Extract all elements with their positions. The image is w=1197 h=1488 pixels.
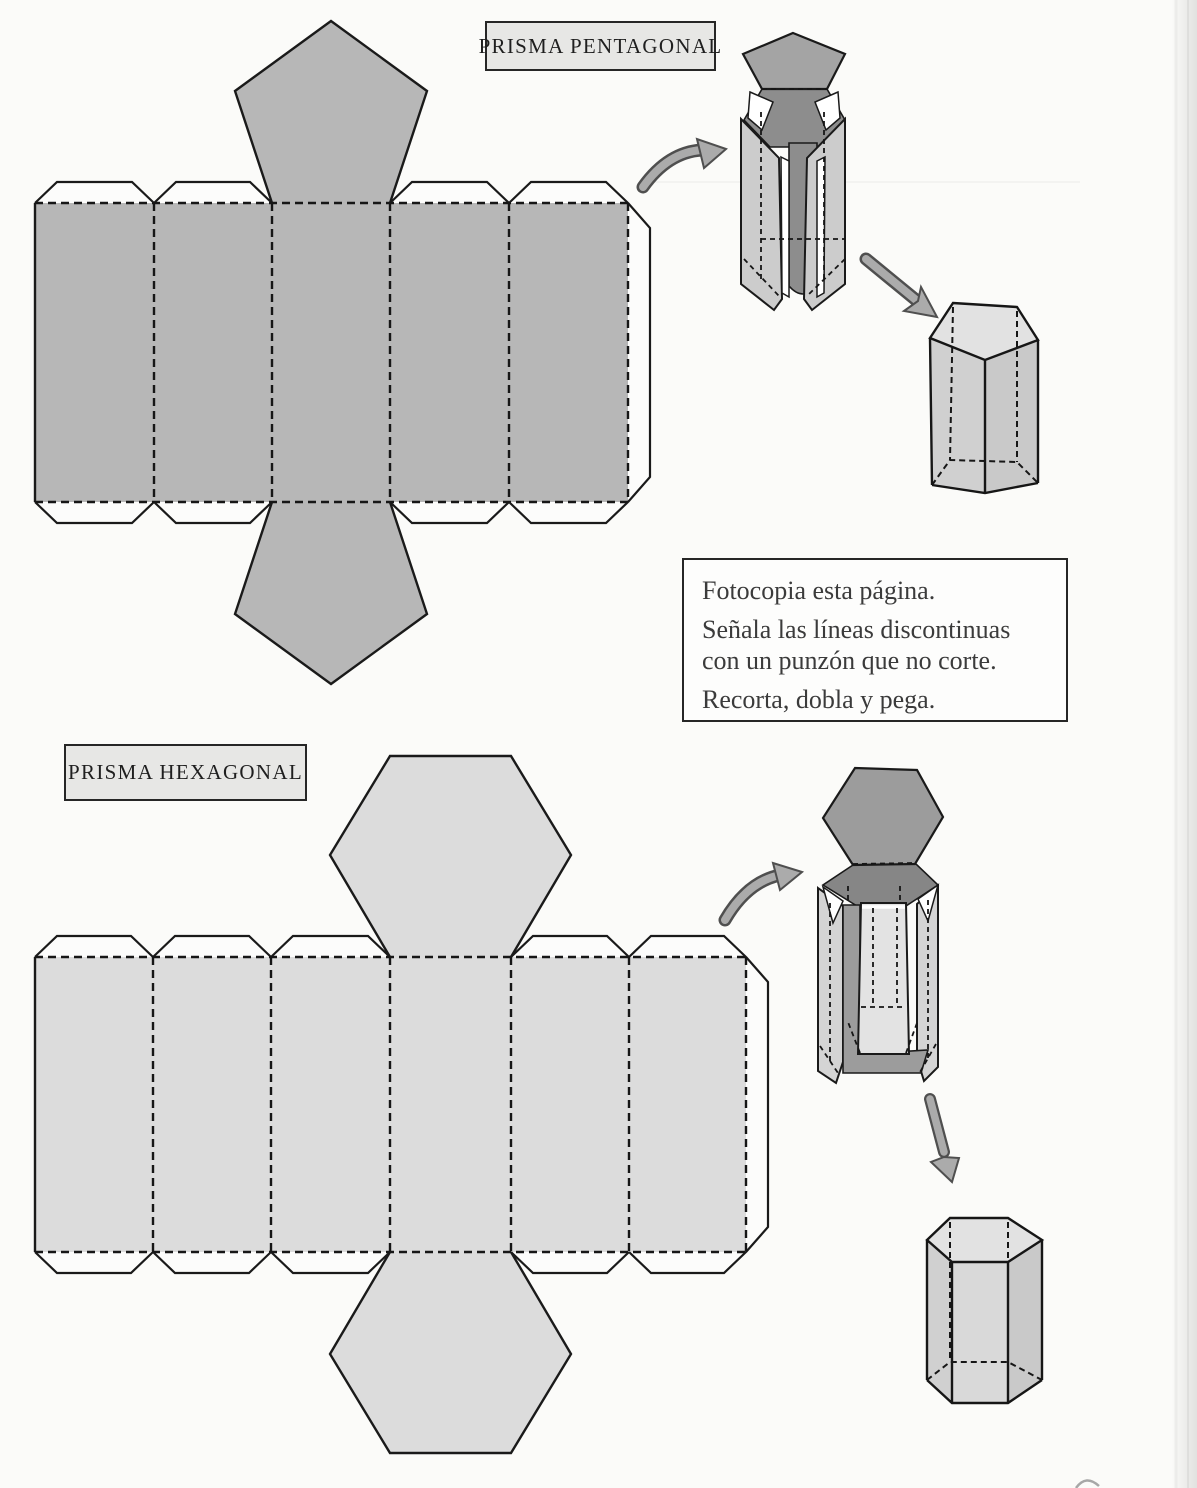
hexagonal-prism-partially-folded [818, 768, 943, 1083]
hexagonal-prism-label [64, 744, 307, 801]
curved-arrow-icon [725, 863, 802, 920]
hexagonal-prism-label-text: PRISMA HEXAGONAL [68, 760, 303, 784]
pentagonal-prism-solid [930, 303, 1038, 493]
instructions-box [682, 558, 1068, 722]
scan-marks [1076, 0, 1188, 1488]
folded-lid-pentagon [743, 33, 845, 89]
straight-arrow-icon [866, 259, 937, 317]
instruction-line-2: Señala las líneas discontinuas con un punzón que no corte. [702, 614, 1011, 676]
instruction-line-3: Recorta, dobla y pega. [702, 685, 936, 715]
pentagonal-prism-label [478, 21, 723, 71]
pentagonal-prism-label-text: PRISMA PENTAGONAL [478, 33, 723, 58]
pentagonal-prism-partially-folded [741, 33, 845, 310]
instruction-line-1: Fotocopia esta página. [702, 576, 936, 605]
hexagonal-prism-solid [927, 1218, 1042, 1403]
curved-arrow-icon [643, 139, 726, 187]
pentagonal-prism-net [35, 21, 650, 684]
hexagonal-prism-net [35, 756, 768, 1453]
straight-arrow-icon [930, 1099, 959, 1182]
folded-lid-hexagon [823, 768, 943, 865]
